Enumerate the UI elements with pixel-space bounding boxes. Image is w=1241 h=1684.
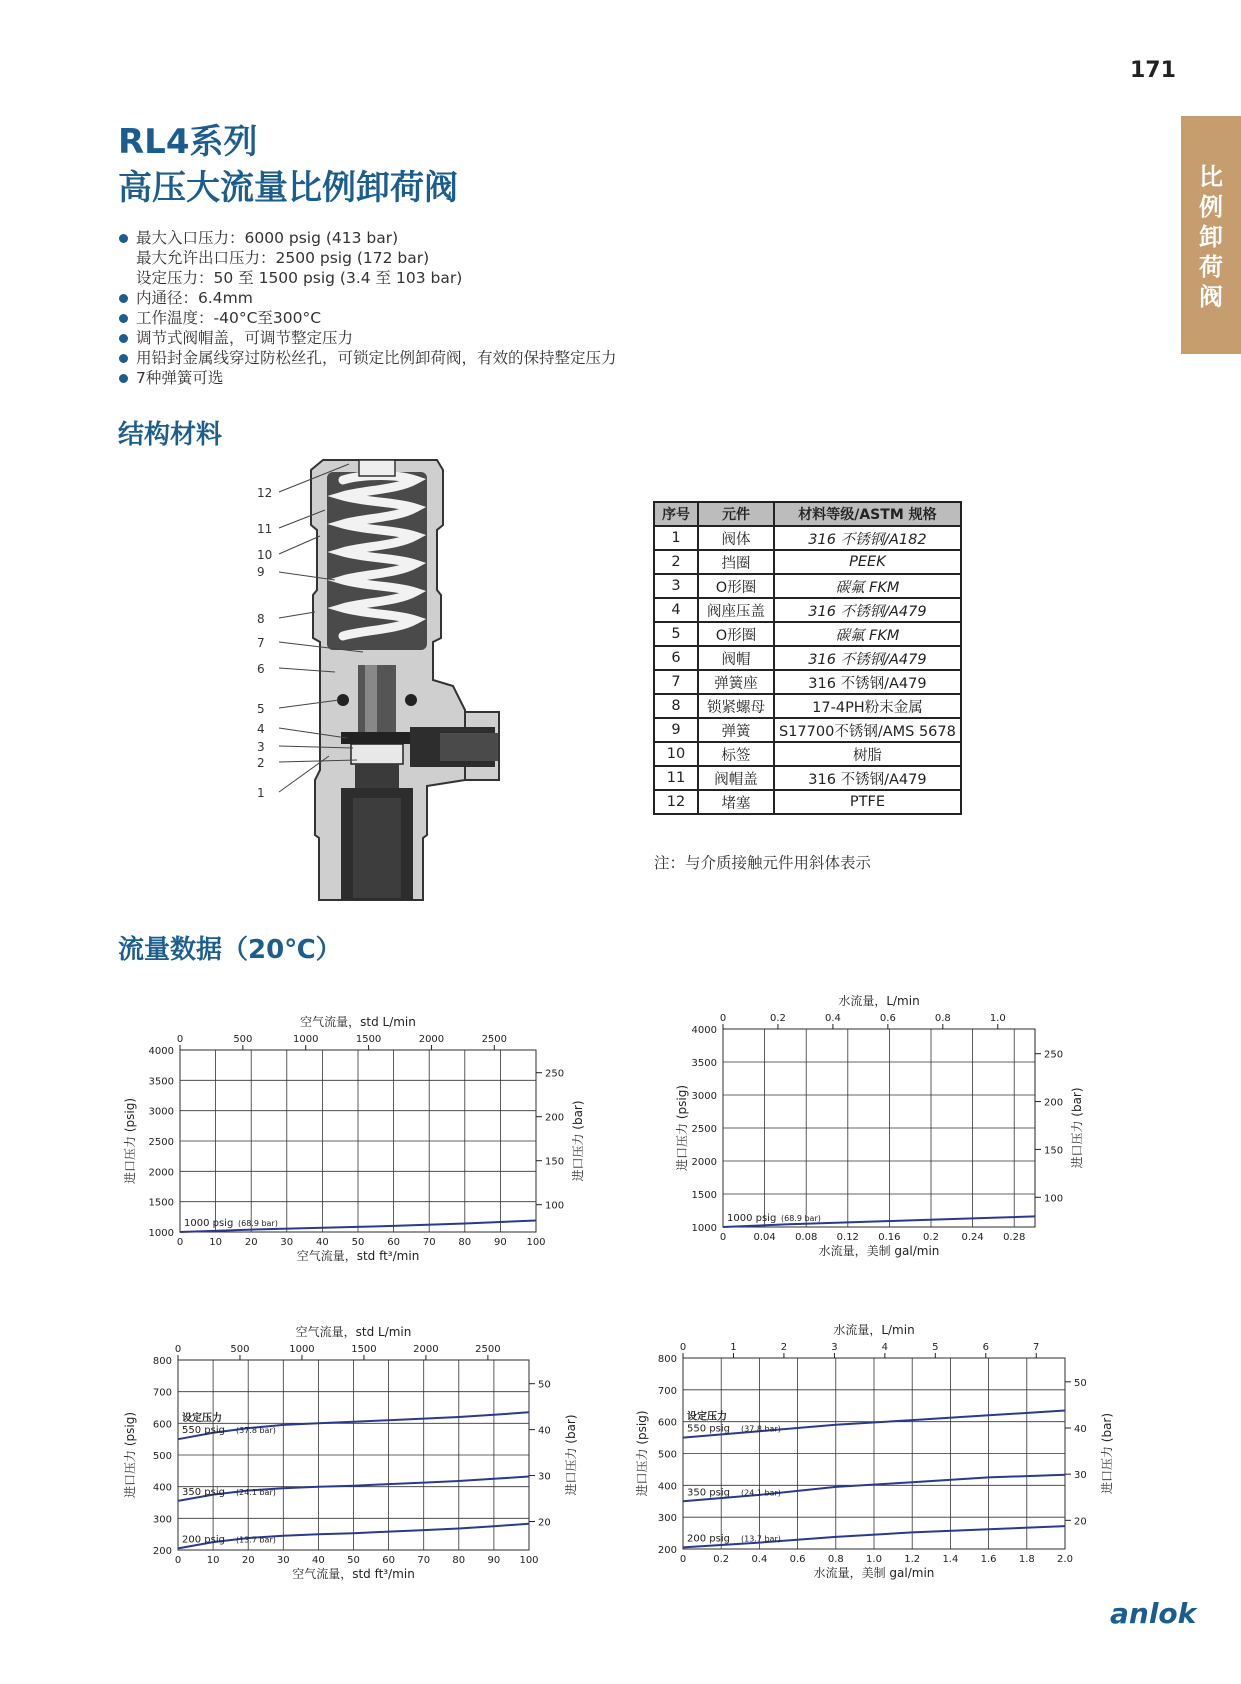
- callout-4: 4: [257, 722, 265, 736]
- air-flow-chart-high: [118, 990, 628, 1270]
- set-pressure-label: 设定压力: [687, 1411, 727, 1423]
- y-axis-title: 进口压力 (psig): [123, 1098, 137, 1184]
- x-tick-label: 0.08: [795, 1232, 818, 1243]
- y-tick-label: 3500: [148, 1076, 174, 1088]
- material-cell: 316 不锈钢/A479: [774, 766, 961, 790]
- x-tick-label: 0: [174, 1555, 182, 1566]
- material-cell: 316 不锈钢/A182: [774, 526, 961, 550]
- part-name-cell: 阀帽: [698, 646, 774, 670]
- right-tick-label: 30: [538, 1471, 551, 1483]
- y-tick-label: 4000: [691, 1025, 717, 1036]
- x-tick-label: 0.2: [923, 1232, 939, 1243]
- table-row: [654, 574, 961, 598]
- material-cell: 碳氟 FKM: [774, 574, 961, 598]
- y-tick-label: 500: [152, 1451, 172, 1462]
- series-label-bar: (24.1 bar): [236, 1487, 276, 1497]
- table-row: [654, 670, 961, 694]
- header-no: 序号: [654, 502, 698, 526]
- y-tick-label: 400: [152, 1482, 172, 1494]
- x-tick-label: 100: [519, 1555, 539, 1566]
- callout-7: 7: [257, 636, 265, 650]
- y-tick-label: 1500: [691, 1190, 717, 1201]
- top-tick-label: 1500: [351, 1344, 377, 1355]
- series-label-bar: (24.1 bar): [741, 1488, 781, 1498]
- brand-logo: anlok: [1110, 1597, 1197, 1630]
- x-tick-label: 100: [526, 1237, 546, 1248]
- callout-5: 5: [257, 702, 265, 716]
- right-tick-label: 250: [1044, 1049, 1064, 1061]
- side-tab-char: 荷: [1199, 253, 1223, 281]
- top-tick-label: 1000: [292, 1034, 319, 1045]
- top-tick-label: 3: [831, 1342, 838, 1353]
- y-tick-label: 1000: [691, 1223, 717, 1234]
- top-tick-label: 500: [230, 1344, 250, 1355]
- table-row: [654, 766, 961, 790]
- y-tick-label: 600: [657, 1417, 677, 1429]
- right-tick-label: 250: [545, 1068, 565, 1080]
- x-tick-label: 60: [382, 1555, 395, 1566]
- top-tick-label: 0: [679, 1342, 687, 1353]
- part-name-cell: 锁紧螺母: [698, 694, 774, 718]
- y-axis-title: 进口压力 (psig): [123, 1412, 137, 1498]
- x-axis-title: 水流量，美制 gal/min: [813, 1566, 935, 1580]
- top-tick-label: 0.8: [934, 1013, 951, 1024]
- right-tick-label: 150: [545, 1156, 565, 1168]
- part-name-cell: 阀体: [698, 526, 774, 550]
- air-flow-chart-low: [118, 1298, 628, 1583]
- series-label: 1000 psig: [184, 1218, 234, 1229]
- row-number-cell: 7: [654, 670, 698, 694]
- valve-cross-section: [257, 450, 535, 910]
- x-tick-label: 90: [494, 1237, 507, 1248]
- x-tick-label: 70: [422, 1237, 436, 1248]
- top-tick-label: 2000: [413, 1344, 439, 1355]
- top-tick-label: 0.4: [824, 1013, 841, 1024]
- series-label: 200 psig: [182, 1534, 225, 1546]
- y-axis-title-right: 进口压力 (bar): [1100, 1412, 1114, 1495]
- top-tick-label: 6: [982, 1342, 989, 1353]
- series-label: 550 psig: [182, 1425, 225, 1437]
- x-axis-title: 空气流量，std ft³/min: [292, 1567, 415, 1581]
- row-number-cell: 8: [654, 694, 698, 718]
- feature-item: 用铅封金属线穿过防松丝孔，可锁定比例卸荷阀，有效的保持整定压力: [118, 348, 617, 368]
- material-cell: PTFE: [774, 790, 961, 814]
- header-material: 材料等级/ASTM 规格: [774, 502, 961, 526]
- y-tick-label: 700: [152, 1387, 172, 1399]
- callout-8: 8: [257, 612, 265, 626]
- x-axis-title: 空气流量，std ft³/min: [296, 1249, 420, 1263]
- series-label-bar: (13.7 bar): [236, 1535, 276, 1545]
- top-tick-label: 2500: [475, 1344, 501, 1355]
- part-name-cell: 堵塞: [698, 790, 774, 814]
- top-axis-title: 水流量，L/min: [833, 1323, 915, 1337]
- feature-item: 调节式阀帽盖，可调节整定压力: [118, 328, 617, 348]
- part-name-cell: 阀座压盖: [698, 598, 774, 622]
- part-name-cell: 弹簧: [698, 718, 774, 742]
- y-tick-label: 3000: [691, 1091, 717, 1102]
- y-tick-label: 600: [152, 1419, 172, 1431]
- valve-body-drawing: [311, 460, 499, 900]
- y-tick-label: 1000: [148, 1228, 174, 1239]
- top-tick-label: 1000: [289, 1344, 315, 1355]
- callout-3: 3: [257, 740, 265, 754]
- x-tick-label: 1.2: [904, 1554, 921, 1565]
- x-tick-label: 10: [209, 1237, 222, 1248]
- x-tick-label: 90: [487, 1555, 501, 1566]
- materials-heading: 结构材料: [118, 420, 223, 450]
- material-cell: 17-4PH粉末金属: [774, 694, 961, 718]
- y-axis-title: 进口压力 (psig): [635, 1410, 649, 1497]
- table-row: [654, 718, 961, 742]
- right-tick-label: 200: [1044, 1097, 1064, 1109]
- table-row: [654, 598, 961, 622]
- y-tick-label: 3000: [148, 1106, 174, 1118]
- top-tick-label: 0: [176, 1034, 184, 1045]
- top-tick-label: 0.2: [770, 1013, 786, 1024]
- x-tick-label: 0.16: [878, 1232, 901, 1243]
- x-tick-label: 50: [351, 1237, 365, 1248]
- y-tick-label: 700: [657, 1385, 677, 1397]
- row-number-cell: 10: [654, 742, 698, 766]
- top-tick-label: 500: [233, 1034, 253, 1045]
- series-label: 200 psig: [687, 1533, 730, 1545]
- row-number-cell: 3: [654, 574, 698, 598]
- material-cell: 树脂: [774, 742, 961, 766]
- page-number: 171: [1130, 58, 1176, 83]
- part-name-cell: 阀帽盖: [698, 766, 774, 790]
- right-tick-label: 40: [1074, 1423, 1087, 1435]
- x-tick-label: 30: [280, 1237, 294, 1248]
- y-axis-title-right: 进口压力 (bar): [564, 1414, 578, 1496]
- feature-item: 最大允许出口压力：2500 psig (172 bar): [136, 249, 430, 267]
- top-axis-title: 空气流量，std L/min: [300, 1015, 416, 1029]
- table-note: 注：与介质接触元件用斜体表示: [654, 854, 872, 872]
- series-label-bar: (37.8 bar): [741, 1424, 781, 1434]
- top-tick-label: 4: [881, 1342, 889, 1353]
- y-tick-label: 3500: [691, 1058, 717, 1069]
- set-pressure-label: 设定压力: [182, 1413, 222, 1425]
- row-number-cell: 11: [654, 766, 698, 790]
- callout-12: 12: [257, 486, 273, 500]
- right-tick-label: 30: [1074, 1470, 1087, 1482]
- right-tick-label: 50: [1074, 1377, 1087, 1389]
- x-tick-label: 80: [458, 1237, 472, 1248]
- x-tick-label: 40: [312, 1555, 325, 1566]
- callout-10: 10: [257, 548, 273, 562]
- top-tick-label: 5: [932, 1342, 939, 1353]
- row-number-cell: 9: [654, 718, 698, 742]
- material-cell: 316 不锈钢/A479: [774, 670, 961, 694]
- part-name-cell: 挡圈: [698, 550, 774, 574]
- feature-item: 7种弹簧可选: [118, 368, 617, 388]
- x-tick-label: 0: [176, 1237, 184, 1248]
- y-tick-label: 2500: [148, 1137, 174, 1148]
- top-tick-label: 7: [1033, 1342, 1040, 1353]
- y-tick-label: 1500: [148, 1197, 174, 1209]
- y-axis-title-right: 进口压力 (bar): [571, 1100, 585, 1182]
- right-tick-label: 200: [545, 1112, 565, 1124]
- top-tick-label: 1: [730, 1342, 737, 1353]
- part-name-cell: O形圈: [698, 622, 774, 646]
- y-tick-label: 800: [657, 1354, 677, 1365]
- top-tick-label: 0: [719, 1013, 727, 1024]
- y-axis-title: 进口压力 (psig): [675, 1085, 689, 1171]
- x-tick-label: 0.8: [827, 1554, 844, 1565]
- top-tick-label: 1500: [355, 1034, 382, 1045]
- y-tick-label: 300: [152, 1514, 172, 1526]
- right-tick-label: 20: [1074, 1516, 1087, 1528]
- material-cell: 316 不锈钢/A479: [774, 646, 961, 670]
- x-tick-label: 20: [244, 1237, 258, 1248]
- y-tick-label: 4000: [148, 1046, 174, 1057]
- product-title: 高压大流量比例卸荷阀: [118, 168, 458, 208]
- row-number-cell: 12: [654, 790, 698, 814]
- x-tick-label: 30: [276, 1555, 290, 1566]
- side-tab-char: 比: [1199, 163, 1223, 191]
- water-flow-chart-low: [630, 1302, 1120, 1587]
- callout-11: 11: [257, 522, 273, 536]
- table-row: [654, 790, 961, 814]
- x-tick-label: 0.24: [961, 1232, 984, 1243]
- x-tick-label: 0.28: [1003, 1232, 1026, 1243]
- table-header-row: [654, 502, 961, 526]
- y-tick-label: 200: [152, 1546, 172, 1557]
- top-tick-label: 2000: [418, 1034, 445, 1045]
- y-tick-label: 2000: [691, 1157, 717, 1168]
- top-tick-label: 0: [174, 1344, 182, 1355]
- callout-6: 6: [257, 662, 265, 676]
- series-label-bar: (68.9 bar): [781, 1214, 821, 1223]
- water-flow-chart-high: [670, 985, 1110, 1285]
- y-tick-label: 800: [152, 1356, 172, 1367]
- series-label: 350 psig: [687, 1487, 730, 1499]
- right-tick-label: 20: [538, 1517, 551, 1529]
- top-axis-title: 水流量，L/min: [838, 994, 920, 1008]
- flow-heading: 流量数据（20℃）: [118, 935, 342, 965]
- table-row: [654, 526, 961, 550]
- part-name-cell: 弹簧座: [698, 670, 774, 694]
- x-tick-label: 70: [417, 1555, 431, 1566]
- x-tick-label: 1.4: [942, 1554, 959, 1565]
- x-tick-label: 50: [347, 1555, 360, 1566]
- x-tick-label: 2.0: [1057, 1554, 1073, 1565]
- top-tick-label: 2: [780, 1342, 788, 1353]
- side-tab-char: 卸: [1199, 223, 1223, 251]
- x-tick-label: 1.6: [980, 1554, 997, 1565]
- row-number-cell: 1: [654, 526, 698, 550]
- callout-9: 9: [257, 565, 265, 579]
- materials-table-body: [654, 526, 961, 814]
- callout-2: 2: [257, 756, 265, 770]
- table-row: [654, 646, 961, 670]
- part-name-cell: 标签: [698, 742, 774, 766]
- material-cell: 316 不锈钢/A479: [774, 598, 961, 622]
- y-tick-label: 300: [657, 1513, 677, 1525]
- top-axis-title: 空气流量，std L/min: [295, 1325, 412, 1339]
- series-label-bar: (68.9 bar): [238, 1219, 278, 1228]
- x-tick-label: 10: [206, 1555, 220, 1566]
- feature-item: 工作温度：-40°C至300°C: [118, 308, 617, 328]
- table-row: [654, 694, 961, 718]
- x-tick-label: 0: [679, 1554, 687, 1565]
- table-row: [654, 622, 961, 646]
- top-tick-label: 0.6: [879, 1013, 896, 1024]
- x-tick-label: 40: [316, 1237, 329, 1248]
- x-tick-label: 0.12: [836, 1232, 859, 1243]
- x-tick-label: 0.6: [789, 1554, 806, 1565]
- row-number-cell: 2: [654, 550, 698, 574]
- x-tick-label: 60: [387, 1237, 400, 1248]
- series-label: 550 psig: [687, 1423, 730, 1435]
- x-tick-label: 0.04: [753, 1232, 776, 1243]
- x-tick-label: 1.8: [1018, 1554, 1035, 1565]
- side-tab-char: 阀: [1199, 283, 1223, 311]
- x-tick-label: 0: [719, 1232, 727, 1243]
- right-tick-label: 150: [1044, 1145, 1064, 1157]
- side-tab-char: 例: [1199, 193, 1223, 221]
- series-label-bar: (37.8 bar): [236, 1426, 276, 1436]
- top-tick-label: 2500: [481, 1034, 508, 1045]
- x-tick-label: 0.2: [713, 1554, 730, 1565]
- y-tick-label: 500: [657, 1449, 677, 1461]
- part-name-cell: O形圈: [698, 574, 774, 598]
- material-cell: PEEK: [774, 550, 961, 574]
- series-label: 1000 psig: [727, 1213, 777, 1224]
- feature-list: [118, 228, 617, 388]
- row-number-cell: 4: [654, 598, 698, 622]
- x-tick-label: 20: [241, 1555, 255, 1566]
- x-tick-label: 80: [452, 1555, 466, 1566]
- series-label-bar: (13.7 bar): [741, 1534, 781, 1544]
- x-tick-label: 0.4: [751, 1554, 768, 1565]
- top-tick-label: 1.0: [989, 1013, 1006, 1024]
- y-axis-title-right: 进口压力 (bar): [1070, 1087, 1084, 1169]
- feature-item: 内通径：6.4mm: [118, 288, 617, 308]
- row-number-cell: 5: [654, 622, 698, 646]
- y-tick-label: 2000: [148, 1167, 174, 1179]
- table-row: [654, 742, 961, 766]
- y-tick-label: 2500: [691, 1124, 717, 1135]
- feature-item: 设定压力：50 至 1500 psig (3.4 至 103 bar): [136, 269, 463, 287]
- x-axis-title: 水流量，美制 gal/min: [818, 1244, 940, 1258]
- feature-item: 最大入口压力：6000 psig (413 bar): [118, 228, 617, 248]
- y-tick-label: 200: [657, 1545, 677, 1556]
- right-tick-label: 100: [1044, 1193, 1064, 1205]
- x-tick-label: 1.0: [866, 1554, 882, 1565]
- right-tick-label: 50: [538, 1379, 551, 1391]
- material-cell: S17700不锈钢/AMS 5678: [774, 718, 961, 742]
- series-label: 350 psig: [182, 1486, 225, 1498]
- side-tab: [1181, 116, 1241, 354]
- y-tick-label: 400: [657, 1481, 677, 1493]
- right-tick-label: 40: [538, 1425, 551, 1437]
- series-title: RL4系列: [118, 122, 258, 162]
- row-number-cell: 6: [654, 646, 698, 670]
- header-part: 元件: [698, 502, 774, 526]
- materials-table: [653, 501, 962, 815]
- table-row: [654, 550, 961, 574]
- material-cell: 碳氟 FKM: [774, 622, 961, 646]
- right-tick-label: 100: [545, 1200, 565, 1212]
- callout-1: 1: [257, 786, 265, 800]
